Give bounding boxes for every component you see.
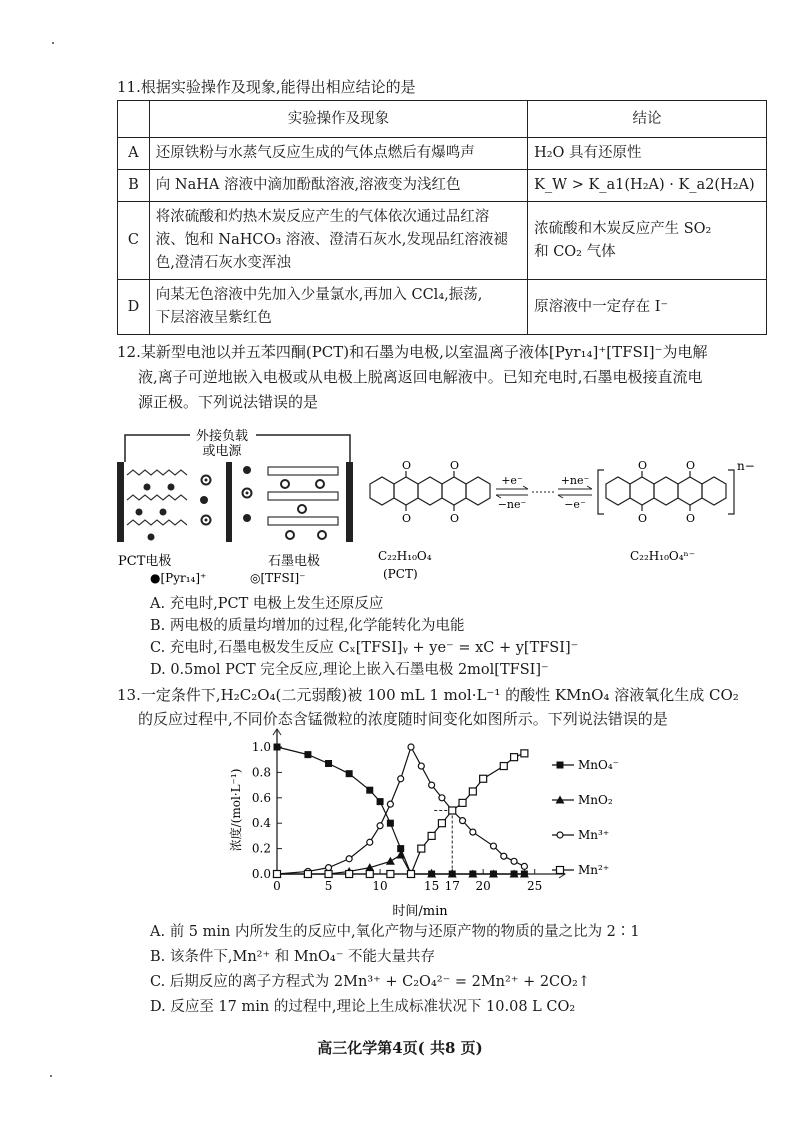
q13-option: B. 该条件下,Mn²⁺ 和 MnO₄⁻ 不能大量共存 <box>150 949 436 965</box>
data-point <box>480 775 487 782</box>
row-conclusion-line: H₂O 具有还原性 <box>534 145 642 161</box>
data-point <box>304 751 311 758</box>
data-point <box>325 871 332 878</box>
chart-y-axis-label: 浓度/(mol·L⁻¹) <box>229 768 243 852</box>
q12-stem-line: 源正极。下列说法错误的是 <box>138 393 319 411</box>
data-point <box>459 799 466 806</box>
data-point <box>428 832 435 839</box>
data-point <box>500 763 507 770</box>
arrow-label: +e⁻ <box>501 474 523 487</box>
legend-label: Mn³⁺ <box>578 828 610 842</box>
row-key: C <box>118 202 150 280</box>
legend-tfsi: ◎[TFSI]⁻ <box>250 571 306 585</box>
row-conclusion-line: 浓硫酸和木炭反应产生 SO₂ <box>534 220 712 237</box>
load-label: 或电源 <box>202 444 242 459</box>
row-key: A <box>118 138 150 170</box>
q12-stem-line: 12.某新型电池以并五苯四酮(PCT)和石墨为电极,以室温离子液体[Pyr₁₄]⁺[TFSI]⁻为电解 <box>117 343 708 361</box>
data-point <box>366 787 373 794</box>
data-point <box>511 754 518 761</box>
anion-oxygen: O <box>638 459 648 472</box>
q13-stem-line: 13.一定条件下,H₂C₂O₄(二元弱酸)被 100 mL 1 mol·L⁻¹ 的酸性 KMnO₄ 溶液氧化生成 CO₂ <box>117 686 739 704</box>
row-operation-line: 液、饱和 NaHCO₃ 溶液、澄清石灰水,发现品红溶液褪 <box>155 232 508 248</box>
data-point <box>501 853 507 859</box>
data-point <box>366 871 373 878</box>
anion-formula: C₂₂H₁₀O₄ⁿ⁻ <box>630 549 696 563</box>
table-header-conclusion: 结论 <box>528 101 767 138</box>
data-point <box>511 858 517 864</box>
graphite-electrode-label: 石墨电极 <box>268 554 321 569</box>
page-footer: 高三化学第4页( 共8 页) <box>317 1039 483 1057</box>
data-point <box>387 820 394 827</box>
data-point <box>408 871 415 878</box>
data-point <box>274 744 281 751</box>
x-tick-label: 0 <box>273 879 281 893</box>
data-point <box>326 865 332 871</box>
y-tick-label: 0.6 <box>251 790 271 805</box>
y-tick-label: 0.0 <box>251 867 271 881</box>
legend-label: MnO₂ <box>578 793 613 807</box>
y-tick-label: 1.0 <box>251 740 271 754</box>
row-key: B <box>118 170 150 202</box>
arrow-label: +ne⁻ <box>560 474 590 487</box>
data-point <box>346 770 353 777</box>
data-point <box>325 760 332 767</box>
row-key: D <box>118 280 150 335</box>
data-point <box>398 776 404 782</box>
data-point <box>304 871 311 878</box>
row-operation-line: 将浓硫酸和灼热木炭反应产生的气体依次通过品红溶 <box>155 209 490 225</box>
q12-option: C. 充电时,石墨电极发生反应 Cₓ[TFSI]ᵧ + ye⁻ = xC + y[TFSI]⁻ <box>150 640 579 656</box>
row-operation-line: 向某无色溶液中先加入少量氯水,再加入 CCl₄,振荡, <box>155 287 483 303</box>
y-tick-label: 0.8 <box>251 765 271 780</box>
x-tick-label: 10 <box>372 879 388 893</box>
data-point <box>377 823 383 829</box>
pct-oxygen: O <box>450 512 460 525</box>
x-tick-label: 20 <box>475 879 491 893</box>
x-tick-label: 15 <box>423 879 440 893</box>
q12-stem-line: 液,离子可逆地嵌入电极或从电极上脱离返回电解液中。已知充电时,石墨电极接直流电 <box>138 368 703 386</box>
data-point <box>470 829 476 835</box>
legend-pyr: ●[Pyr₁₄]⁺ <box>150 571 207 585</box>
row-conclusion-line: 和 CO₂ 气体 <box>534 243 616 260</box>
row-operation-line: 色,澄清石灰水变浑浊 <box>155 255 291 271</box>
row-operation-line: 下层溶液呈紫红色 <box>155 310 272 326</box>
data-point <box>387 801 393 807</box>
legend-label: Mn²⁺ <box>578 863 610 877</box>
data-point <box>469 788 476 795</box>
data-point <box>377 798 384 805</box>
anion-oxygen: O <box>686 459 696 472</box>
row-operation-line: 向 NaHA 溶液中滴加酚酞溶液,溶液变为浅红色 <box>155 177 461 193</box>
data-point <box>449 807 456 814</box>
anion-oxygen: O <box>686 512 696 525</box>
x-tick-label: 17 <box>444 879 460 893</box>
chart-legend <box>552 758 619 877</box>
arrow-label: −ne⁻ <box>497 498 527 511</box>
data-point <box>346 856 352 862</box>
chart-series <box>273 744 529 878</box>
chart-x-axis-label: 时间/min <box>392 904 448 919</box>
y-tick-label: 0.4 <box>251 816 271 831</box>
data-point <box>387 871 394 878</box>
y-tick-label: 0.2 <box>251 841 271 856</box>
q13-option: C. 后期反应的离子方程式为 2Mn³⁺ + C₂O₄²⁻ = 2Mn²⁺ + 2CO₂↑ <box>150 974 591 990</box>
anion-charge: n− <box>737 459 755 473</box>
data-point <box>439 795 445 801</box>
data-point <box>367 839 373 845</box>
data-point <box>386 857 395 865</box>
legend-marker <box>557 762 564 769</box>
data-point <box>408 744 414 750</box>
data-point <box>418 763 424 769</box>
legend-marker <box>557 832 563 838</box>
legend-marker <box>557 867 564 874</box>
row-conclusion-line: 原溶液中一定存在 I⁻ <box>534 298 669 315</box>
load-label: 外接负载 <box>195 429 249 444</box>
data-point <box>346 871 353 878</box>
data-point <box>521 863 527 869</box>
row-operation-line: 还原铁粉与水蒸气反应生成的气体点燃后有爆鸣声 <box>155 145 475 161</box>
q12-option: D. 0.5mol PCT 完全反应,理论上嵌入石墨电极 2mol[TFSI]⁻ <box>150 662 549 678</box>
q12-option: B. 两电极的质量均增加的过程,化学能转化为电能 <box>150 618 465 634</box>
pct-name: (PCT) <box>383 567 418 581</box>
q13-option: A. 前 5 min 内所发生的反应中,氧化产物与还原产物的物质的量之比为 2∶1 <box>150 924 640 940</box>
q13-option: D. 反应至 17 min 的过程中,理论上生成标准状况下 10.08 L CO₂ <box>150 999 576 1015</box>
x-tick-label: 5 <box>324 879 333 893</box>
data-point <box>460 818 466 824</box>
table-header-op: 实验操作及现象 <box>149 101 527 138</box>
pct-oxygen: O <box>402 459 412 472</box>
data-point <box>521 750 528 757</box>
pct-oxygen: O <box>402 512 412 525</box>
pct-oxygen: O <box>450 459 460 472</box>
x-tick-label: 25 <box>527 879 543 893</box>
data-point <box>490 843 496 849</box>
anion-oxygen: O <box>638 512 648 525</box>
data-point <box>418 845 425 852</box>
q13-stem-line: 的反应过程中,不同价态含锰微粒的浓度随时间变化如图所示。下列说法错误的是 <box>138 710 668 728</box>
data-point <box>438 820 445 827</box>
q11-title: 11.根据实验操作及现象,能得出相应结论的是 <box>117 78 416 96</box>
arrow-label: −e⁻ <box>564 498 586 511</box>
pct-formula: C₂₂H₁₀O₄ <box>378 549 432 563</box>
q12-option: A. 充电时,PCT 电极上发生还原反应 <box>150 596 384 612</box>
legend-label: MnO₄⁻ <box>578 758 619 772</box>
data-point <box>274 871 281 878</box>
pct-electrode-label: PCT电极 <box>118 554 172 569</box>
row-conclusion-line: K_W > K_a1(H₂A) · K_a2(H₂A) <box>534 177 755 193</box>
data-point <box>429 782 435 788</box>
chart-ticks <box>252 740 542 893</box>
